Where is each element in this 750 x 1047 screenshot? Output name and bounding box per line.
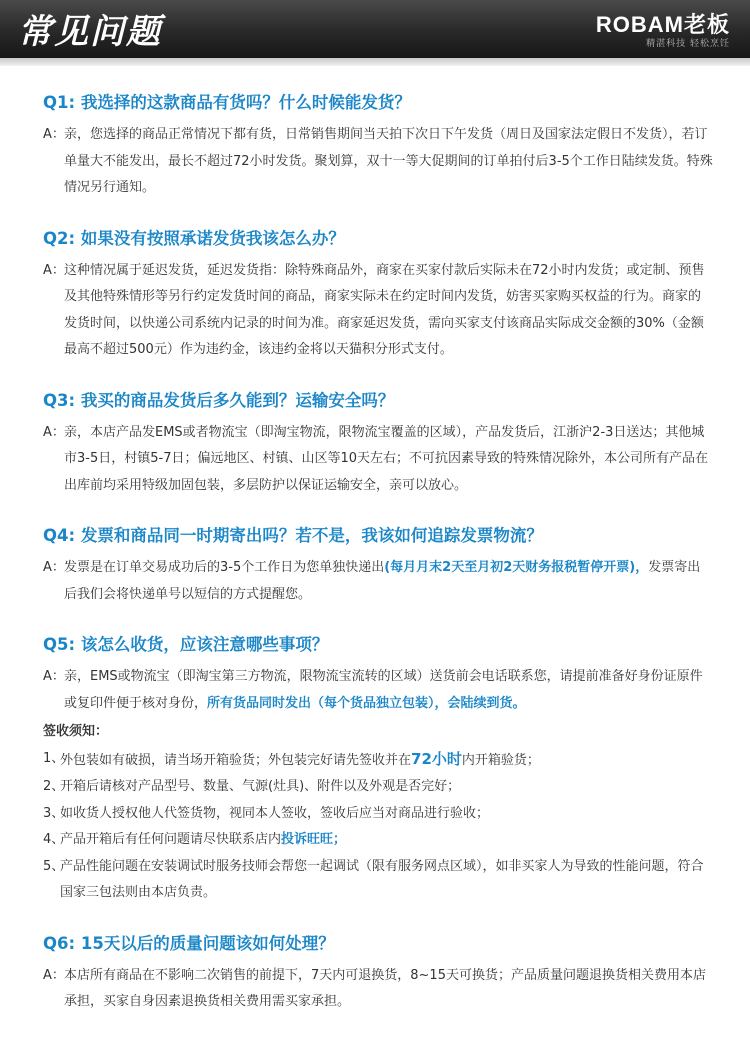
- note-number: 4、: [43, 832, 65, 847]
- answer-text: 这种情况属于延迟发货，延迟发货指：除特殊商品外，商家在买家付款后实际未在72小时内发货；或定制、预售及其他特殊情形等另行约定发货时间的商品，商家实际未在约定时间内发货，妨害买家购买权益的行为。商家的发货时间，以快递公司系统内记录的时间为准。商家延迟发货，需向买家支付该商品实际成交金额的30%（金额最高不超过500元）作为违约金，该违约金将以天猫积分形式支付。: [64, 262, 705, 357]
- brand-name: ROBAM老板: [595, 12, 730, 37]
- question-2: Q2: 如果没有按照承诺发货我该怎么办？: [43, 228, 345, 248]
- answer-prefix: A：: [43, 262, 65, 278]
- answer-1: [43, 122, 713, 202]
- note-text-continued: 内开箱验货；: [461, 752, 540, 768]
- note-item-1: [43, 746, 713, 775]
- note-item-3: [43, 801, 713, 828]
- answer-text: 发票是在订单交易成功后的3-5个工作日为您单独快递出: [64, 560, 385, 575]
- faq-item-4: [43, 523, 713, 608]
- answer-4: [43, 555, 713, 608]
- note-number: 5、: [43, 858, 65, 874]
- note-text: 产品性能问题在安装调试时服务技师会帮您一起调试（限有服务网点区域），如非买家人为导致的性能问题，符合国家三包法则由本店负责。: [60, 858, 704, 900]
- answer-text-continued: 发票寄出后我们会将快递单号以短信的方式提醒您。: [64, 560, 701, 602]
- note-number: 2、: [43, 779, 65, 794]
- answer-prefix: A：: [43, 967, 65, 983]
- page-title: 常见问题: [18, 12, 162, 52]
- note-text: 外包装如有破损，请当场开箱验货；外包装完好请先签收并在: [60, 752, 412, 768]
- answer-text: 亲，本店产品发EMS或者物流宝（即淘宝物流，限物流宝覆盖的区域），产品发货后，江浙沪2-3日送达；其他城市3-5日，村镇5-7日；偏远地区、村镇、山区等10天左右；不可抗因素导致的特殊情况除外，本公司所有产品在出库前均采用特级加固包装，多层防护以保证运输安全，亲可以放心。: [64, 424, 709, 493]
- answer-prefix: A：: [43, 127, 65, 142]
- answer-prefix: A：: [43, 560, 65, 575]
- answer-3: [43, 420, 713, 500]
- answer-2: [43, 258, 713, 364]
- faq-item-5: [43, 632, 713, 907]
- invoice-pause-notice: (每月月末2天至月初2天财务报税暂停开票)，: [384, 560, 649, 575]
- faq-list: [43, 90, 713, 1040]
- answer-prefix: A：: [43, 669, 65, 684]
- question-4: Q4: 发票和商品同一时期寄出吗？若不是，我该如何追踪发票物流？: [43, 526, 543, 545]
- question-3: Q3: 我买的商品发货后多久能到？运输安全吗？: [43, 390, 395, 410]
- note-item-5: [43, 854, 713, 907]
- faq-item-6: [43, 931, 713, 1016]
- answer-5: [43, 664, 713, 717]
- answer-text: 亲，您选择的商品正常情况下都有货，日常销售期间当天拍下次日下午发货（周日及国家法定假日不发货），若订单量大不能发出，最长不超过72小时发货。聚划算，双十一等大促期间的订单拍付后3-5个工作日陆续发货。特殊情况另行通知。: [64, 127, 713, 195]
- note-text: 开箱后请核对产品型号、数量、气源(灶具)、附件以及外观是否完好；: [60, 779, 461, 794]
- faq-item-2: [43, 226, 713, 364]
- question-1: Q1: 我选择的这款商品有货吗？什么时候能发货？: [43, 93, 411, 112]
- note-text: 如收货人授权他人代签货物，视同本人签收，签收后应当对商品进行验收；: [60, 805, 490, 821]
- answer-text: 亲，EMS或物流宝（即淘宝第三方物流，限物流宝流转的区域）送货前会电话联系您，请提前准备好身份证原件或复印件便于核对身份，: [64, 669, 703, 711]
- faq-item-1: [43, 90, 713, 202]
- page-header: [0, 0, 750, 66]
- note-item-2: [43, 774, 713, 801]
- note-number: 3、: [43, 805, 65, 821]
- answer-6: [43, 963, 713, 1016]
- shipping-notice: 所有货品同时发出（每个货品独立包装），会陆续到货。: [207, 695, 526, 711]
- question-6: Q6: 15天以后的质量问题该如何处理？: [43, 933, 335, 953]
- receipt-notes-list: [43, 746, 713, 907]
- brand-logo: [596, 12, 730, 50]
- answer-text: 本店所有商品在不影响二次销售的前提下，7天内可退换货，8~15天可换货；产品质量问题退换货相关费用本店承担，买家自身因素退换货相关费用需买家承担。: [64, 967, 706, 1009]
- answer-prefix: A：: [43, 424, 65, 440]
- note-text: 产品开箱后有任何问题请尽快联系店内: [60, 832, 282, 847]
- note-item-4: [43, 827, 713, 854]
- question-5: Q5: 该怎么收货，应该注意哪些事项？: [43, 635, 329, 654]
- receipt-notes-title: 签收须知：: [43, 724, 109, 739]
- note-highlight: 72小时: [411, 749, 462, 768]
- complaint-contact-link[interactable]: 投诉旺旺；: [281, 832, 347, 847]
- faq-item-3: [43, 388, 713, 500]
- brand-tagline: 精湛科技 轻松烹饪: [646, 39, 730, 49]
- note-number: 1、: [43, 750, 65, 766]
